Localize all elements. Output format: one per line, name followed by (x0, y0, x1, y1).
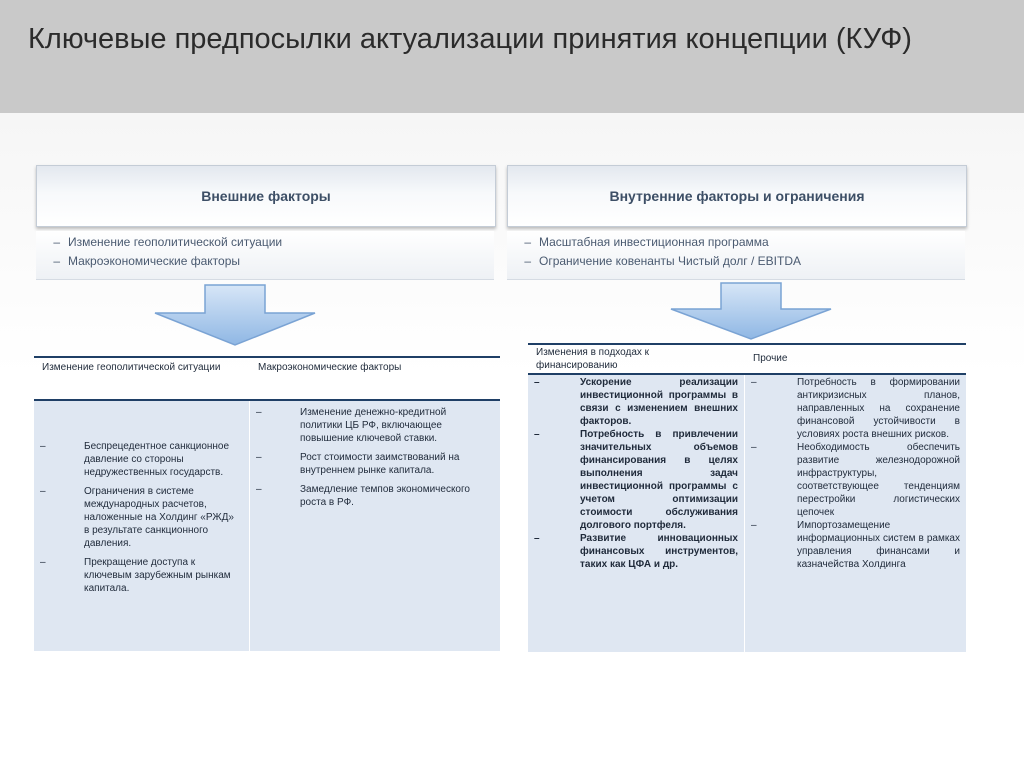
table-cell (250, 406, 500, 509)
table-header: Прочие (753, 353, 788, 364)
table-cell (745, 376, 966, 571)
down-arrow-icon (150, 283, 320, 349)
list-item: – Беспрецедентное санкционное давление со стороны недружественных государств. (40, 441, 230, 478)
internal-factors-heading (507, 165, 967, 227)
list-item: – Развитие инновационных финансовых инструментов, таких как ЦФА и др. (534, 533, 738, 570)
list-item: – Импортозамещение информационных систем в рамках управления финансами и казначейства Холдинга (751, 520, 960, 570)
external-factors-title: Внешние факторы (201, 188, 331, 204)
list-item: – Рост стоимости заимствований на внутреннем рынке капитала. (256, 452, 460, 476)
list-item: – Необходимость обеспечить развитие железнодорожной инфраструктуры, соответствующее тенденциям перестройки логистических цепочек (751, 442, 960, 518)
external-factors-table (34, 356, 500, 652)
table-rule (34, 356, 500, 358)
table-header: Макроэкономические факторы (258, 362, 402, 373)
list-item: – Прекращение доступа к ключевым зарубежным рынкам капитала. (40, 557, 231, 594)
list-item: – Изменение денежно-кредитной политики ЦБ РФ, включающее повышение ключевой ставки. (256, 407, 447, 444)
table-cell (528, 376, 744, 571)
down-arrow-icon (666, 281, 836, 343)
list-item: – Масштабная инвестиционная программа (524, 235, 769, 249)
list-item: – Ограничение ковенанты Чистый долг / EBITDA (524, 254, 802, 268)
table-header: Изменения в подходах к финансированию (536, 347, 650, 371)
list-item: – Ограничения в системе международных расчетов, наложенные на Холдинг «РЖД» в результате санкционного давления. (40, 486, 234, 549)
external-factors-list (36, 231, 494, 280)
page-title: Ключевые предпосылки актуализации принятия концепции (КУФ) (28, 23, 912, 55)
internal-factors-table (528, 343, 966, 653)
table-header: Изменение геополитической ситуации (42, 362, 221, 373)
list-item: – Ускорение реализации инвестиционной программы в связи с изменением внешних факторов. (534, 377, 738, 427)
list-item: – Потребность в привлечении значительных объемов финансирования в целях выполнения задач инвестиционной программы с учетом оптимизации стоимости обслуживания долгового портфеля. (534, 429, 738, 531)
external-factors-heading (36, 165, 496, 227)
list-item: – Макроэкономические факторы (53, 254, 240, 268)
list-item: – Потребность в формировании антикризисных планов, направленных на сохранение финансовой устойчивости в условиях роста внешних рисков. (751, 377, 960, 440)
internal-factors-list (507, 231, 965, 280)
title-bar (0, 0, 1024, 113)
table-cell (34, 440, 249, 595)
list-item: – Изменение геополитической ситуации (53, 235, 283, 249)
list-item: – Замедление темпов экономического роста в РФ. (256, 484, 470, 508)
internal-factors-title: Внутренние факторы и ограничения (609, 188, 865, 204)
table-rule (528, 343, 966, 345)
